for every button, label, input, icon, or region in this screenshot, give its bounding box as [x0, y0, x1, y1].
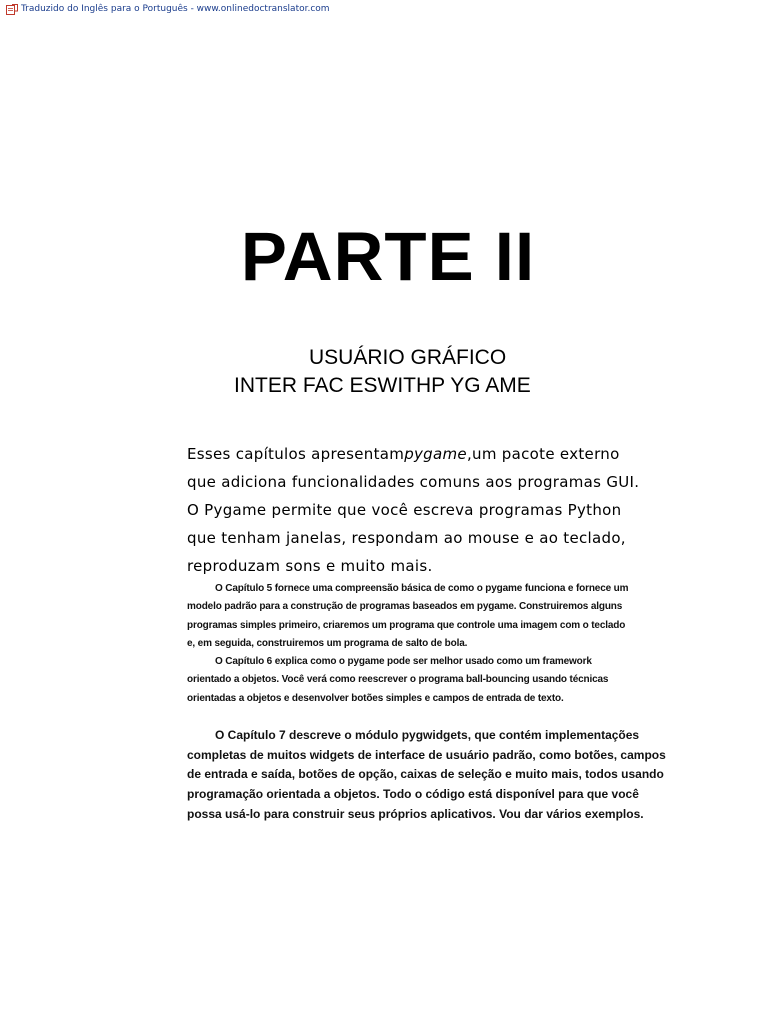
intro-paragraph [187, 440, 687, 580]
intro-line-1-emphasis: pygame [404, 445, 467, 463]
chapter-5-line: modelo padrão para a construção de programas baseados em pygame. Construiremos alguns [187, 601, 623, 613]
chapter-7-line: programação orientada a objetos. Todo o código está disponível para que você [187, 787, 639, 802]
chapter-7-line: possa usá-lo para construir seus próprios aplicativos. Vou dar vários exemplos. [187, 806, 644, 821]
subtitle-line-1: USUÁRIO GRÁFICO [309, 346, 507, 369]
chapter-7-paragraph [187, 726, 666, 825]
chapter-5-line: e, em seguida, construiremos um programa de salto de bola. [187, 638, 468, 650]
subtitle-line-2: INTER FAC ESWITHP YG AME [234, 374, 531, 397]
pdf-document-icon [6, 4, 18, 15]
intro-line-5: reproduzam sons e muito mais. [187, 557, 433, 575]
chapter-7-line: O Capítulo 7 descreve o módulo pygwidgets, que contém implementações [215, 728, 640, 742]
intro-line-2: que adiciona funcionalidades comuns aos programas GUI. [187, 473, 640, 491]
chapter-5-paragraph [187, 580, 628, 654]
chapter-5-line: O Capítulo 5 fornece uma compreensão básica de como o pygame funciona e fornece um [215, 583, 629, 594]
intro-line-1-before: Esses capítulos apresentam [187, 445, 405, 463]
translator-banner-text[interactable]: Traduzido do Inglês para o Português - www.onlinedoctranslator.com [21, 4, 330, 14]
chapter-7-line: de entrada e saída, botões de opção, caixas de seleção e muito mais, todos usando [187, 767, 664, 782]
chapter-5-line: programas simples primeiro, criaremos um programa que controle uma imagem com o teclado [187, 619, 626, 631]
intro-line-3: O Pygame permite que você escreva programas Python [187, 501, 622, 519]
chapter-6-line: orientadas a objetos e desenvolver botões simples e campos de entrada de texto. [187, 692, 564, 704]
chapter-7-line: completas de muitos widgets de interface de usuário padrão, como botões, campos [187, 747, 666, 762]
intro-line-1-after: ,um pacote externo [466, 445, 620, 463]
chapter-6-line: orientado a objetos. Você verá como reescrever o programa ball-bouncing usando técnicas [187, 674, 609, 686]
chapter-6-paragraph [187, 653, 608, 708]
intro-line-4: que tenham janelas, respondam ao mouse e ao teclado, [187, 529, 626, 547]
part-title: PARTE II [240, 218, 536, 295]
chapter-6-line: O Capítulo 6 explica como o pygame pode ser melhor usado como um framework [215, 656, 592, 667]
intro-line-1 [187, 440, 687, 468]
translator-banner[interactable] [6, 2, 330, 16]
